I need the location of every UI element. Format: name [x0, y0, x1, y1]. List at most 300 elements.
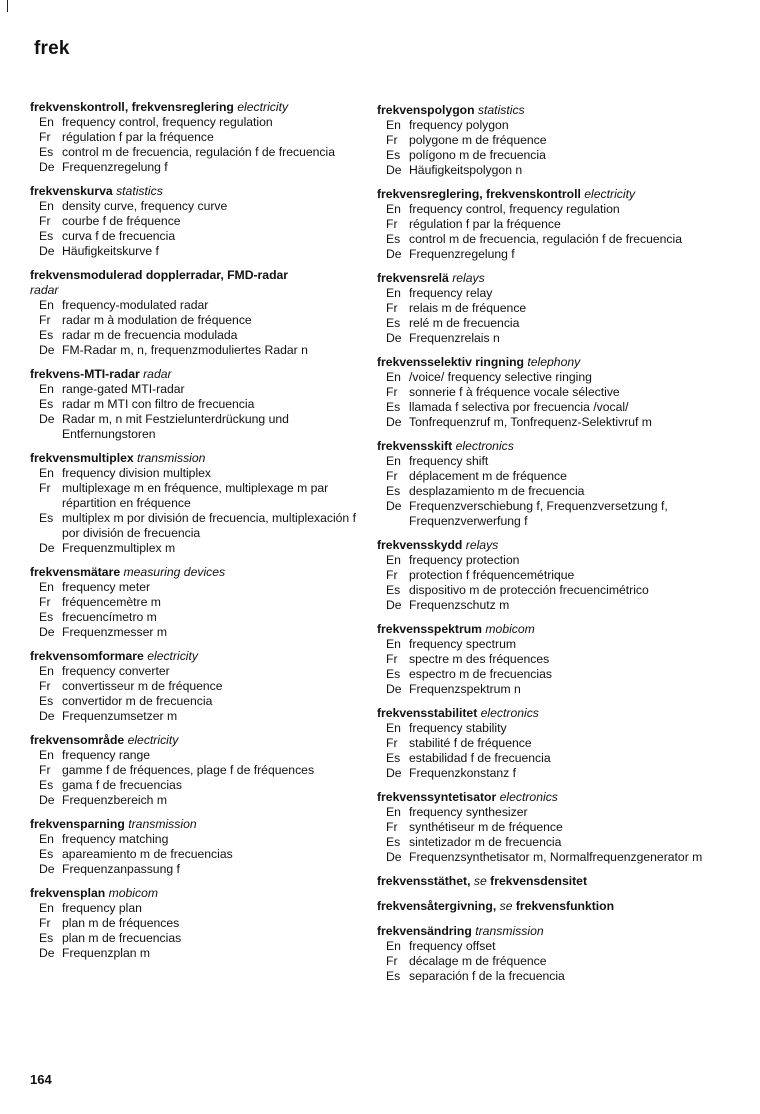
language-code: Fr [386, 820, 398, 834]
language-code: Es [386, 400, 401, 414]
language-code: En [39, 832, 54, 846]
translation-line [377, 553, 722, 568]
translation-text: frequency synthesizer [409, 805, 528, 819]
translation-line [377, 598, 722, 613]
dictionary-entry [30, 565, 365, 640]
language-code: En [39, 115, 54, 129]
translation-text: relé m de frecuencia [409, 316, 520, 330]
headword: frekvensstäthet, [377, 874, 471, 888]
language-code: De [386, 499, 402, 513]
subject-field: mobicom [485, 622, 535, 636]
translation-line [30, 130, 365, 145]
language-code: De [386, 163, 402, 177]
language-code: Es [39, 511, 54, 525]
translation-text: range-gated MTI-radar [62, 382, 185, 396]
translation-text: estabilidad f de frecuencia [409, 751, 551, 765]
subject-field: transmission [137, 451, 206, 465]
language-code: De [39, 160, 55, 174]
translation-text: relais m de fréquence [409, 301, 527, 315]
translation-line [30, 901, 365, 916]
translation-text: Frequenzumsetzer m [62, 709, 178, 723]
headword-line [377, 874, 722, 889]
headword: frekvensomformare [30, 649, 144, 663]
translation-line [30, 229, 365, 244]
translation-text: frequency control, frequency regulation [62, 115, 273, 129]
dictionary-entry [377, 790, 722, 865]
translation-line [377, 805, 722, 820]
headword: frekvenskontroll, frekvensreglering [30, 100, 234, 114]
language-code: Es [39, 694, 54, 708]
headword: frekvens-MTI-radar [30, 367, 140, 381]
language-code: Es [39, 847, 54, 861]
headword: frekvensspektrum [377, 622, 482, 636]
language-code: Es [386, 232, 401, 246]
translation-line [377, 766, 722, 781]
translation-text: frequency spectrum [409, 637, 517, 651]
translation-line [377, 667, 722, 682]
headword: frekvenssyntetisator [377, 790, 497, 804]
translation-text: Frequenzanpassung f [62, 862, 180, 876]
language-code: Es [39, 397, 54, 411]
language-code: En [386, 454, 401, 468]
translation-text: multiplex m por división de frecuencia, multiplexación f por división de frecuencia [62, 511, 356, 540]
language-code: De [39, 541, 55, 555]
language-code: En [39, 382, 54, 396]
translation-line [30, 610, 365, 625]
language-code: En [386, 939, 401, 953]
translation-line [30, 847, 365, 862]
translation-line [30, 916, 365, 931]
language-code: Fr [39, 595, 51, 609]
subject-field: electronics [455, 439, 514, 453]
subject-field: telephony [527, 355, 581, 369]
language-code: Es [386, 484, 401, 498]
dictionary-entry [377, 706, 722, 781]
language-code: De [39, 343, 55, 357]
subject-field: electricity [147, 649, 198, 663]
language-code: Fr [39, 481, 51, 495]
translation-line [377, 163, 722, 178]
translation-text: Frequenzregelung f [62, 160, 168, 174]
language-code: En [386, 286, 401, 300]
translation-text: sonnerie f à fréquence vocale sélective [409, 385, 620, 399]
language-code: De [386, 598, 402, 612]
translation-line [30, 313, 365, 328]
translation-text: fréquencemètre m [62, 595, 161, 609]
translation-line [30, 946, 365, 961]
translation-text: protection f fréquencemétrique [409, 568, 575, 582]
headword-line [377, 355, 722, 370]
language-code: Es [386, 751, 401, 765]
language-code: En [386, 202, 401, 216]
translation-text: Frequenzregelung f [409, 247, 515, 261]
headword-line [30, 367, 365, 382]
headword-line [377, 622, 722, 637]
translation-line [377, 751, 722, 766]
translation-text: plan m de frecuencias [62, 931, 182, 945]
translation-text: density curve, frequency curve [62, 199, 228, 213]
translation-text: Frequenzmultiplex m [62, 541, 176, 555]
translation-line [30, 328, 365, 343]
dictionary-entry [377, 874, 722, 889]
translation-line [30, 862, 365, 877]
translation-text: frequency plan [62, 901, 142, 915]
translation-line [30, 160, 365, 175]
page-number: 164 [30, 1072, 52, 1087]
headword-line [30, 649, 365, 664]
translation-text: frequency relay [409, 286, 493, 300]
translation-text: Frequenzsynthetisator m, Normalfrequenzgenerator m [409, 850, 703, 864]
translation-line [377, 400, 722, 415]
translation-line [377, 736, 722, 751]
language-code: Fr [39, 214, 51, 228]
headword: frekvensområde [30, 733, 125, 747]
translation-line [30, 595, 365, 610]
headword: frekvensplan [30, 886, 106, 900]
translation-line [30, 931, 365, 946]
translation-line [30, 382, 365, 397]
translation-line [377, 415, 722, 430]
language-code: En [386, 805, 401, 819]
language-code: En [39, 199, 54, 213]
language-code: De [39, 625, 55, 639]
headword: frekvensreglering, frekvenskontroll [377, 187, 581, 201]
language-code: De [39, 946, 55, 960]
translation-text: gamme f de fréquences, plage f de fréquences [62, 763, 315, 777]
translation-line [30, 115, 365, 130]
translation-line [377, 232, 722, 247]
cross-reference-target: frekvensfunktion [515, 899, 615, 913]
translation-line [377, 316, 722, 331]
translation-text: frequency converter [62, 664, 170, 678]
language-code: En [39, 298, 54, 312]
translation-line [377, 286, 722, 301]
translation-line [377, 850, 722, 865]
headword-line [377, 899, 722, 914]
language-code: Fr [386, 736, 398, 750]
translation-text: dispositivo m de protección frecuencimétrico [409, 583, 649, 597]
headword-line [30, 451, 365, 466]
translation-text: Frequenzrelais n [409, 331, 500, 345]
headword: frekvensmultiplex [30, 451, 134, 465]
translation-line [30, 694, 365, 709]
headword-line [377, 439, 722, 454]
language-code: En [386, 721, 401, 735]
translation-line [30, 625, 365, 640]
language-code: Es [386, 969, 401, 983]
translation-line [30, 298, 365, 313]
headword: frekvensparning [30, 817, 125, 831]
translation-line [377, 133, 722, 148]
language-code: En [386, 370, 401, 384]
translation-text: control m de frecuencia, regulación f de frecuencia [409, 232, 683, 246]
dictionary-entry [377, 538, 722, 613]
translation-text: espectro m de frecuencias [409, 667, 552, 681]
translation-text: régulation f par la fréquence [409, 217, 561, 231]
cross-reference-target: frekvensdensitet [490, 874, 588, 888]
subject-field: relays [452, 271, 485, 285]
headword-line [377, 187, 722, 202]
language-code: Fr [39, 679, 51, 693]
language-code: Fr [386, 133, 398, 147]
translation-line [377, 637, 722, 652]
language-code: Fr [386, 217, 398, 231]
language-code: Es [39, 778, 54, 792]
dictionary-entry [377, 439, 722, 529]
translation-line [377, 954, 722, 969]
translation-text: radar m à modulation de fréquence [62, 313, 252, 327]
language-code: Fr [386, 652, 398, 666]
headword: frekvenskurva [30, 184, 113, 198]
headword: frekvensselektiv ringning [377, 355, 524, 369]
headword-line [30, 100, 365, 115]
language-code: Fr [386, 385, 398, 399]
language-code: De [386, 682, 402, 696]
translation-text: spectre m des fréquences [409, 652, 550, 666]
headword-line [30, 565, 365, 580]
translation-line [30, 244, 365, 259]
translation-text: déplacement m de fréquence [409, 469, 567, 483]
translation-text: Frequenzspektrum n [409, 682, 521, 696]
translation-line [30, 481, 365, 511]
language-code: Es [386, 148, 401, 162]
language-code: Es [39, 610, 54, 624]
dictionary-entry [377, 187, 722, 262]
language-code: En [386, 553, 401, 567]
headword-line [30, 268, 365, 283]
translation-text: Frequenzbereich m [62, 793, 167, 807]
headword-line [377, 790, 722, 805]
translation-line [30, 466, 365, 481]
headword: frekvensåtergivning, [377, 899, 497, 913]
translation-text: Frequenzschutz m [409, 598, 510, 612]
translation-text: frequency range [62, 748, 151, 762]
language-code: Fr [386, 301, 398, 315]
translation-text: FM-Radar m, n, frequenzmoduliertes Radar n [62, 343, 308, 357]
translation-text: frequency matching [62, 832, 169, 846]
translation-text: gama f de frecuencias [62, 778, 182, 792]
translation-line [377, 484, 722, 499]
language-code: En [39, 901, 54, 915]
subject-field: electricity [237, 100, 289, 114]
translation-text: multiplexage m en fréquence, multiplexage m par répartition en fréquence [62, 481, 329, 510]
translation-line [377, 202, 722, 217]
language-code: De [386, 331, 402, 345]
translation-line [377, 939, 722, 954]
language-code: En [386, 118, 401, 132]
language-code: De [386, 415, 402, 429]
dictionary-entry [30, 886, 365, 961]
translation-line [377, 301, 722, 316]
translation-text: Frequenzkonstanz f [409, 766, 517, 780]
translation-text: convertisseur m de fréquence [62, 679, 223, 693]
language-code: En [39, 664, 54, 678]
translation-text: control m de frecuencia, regulación f de frecuencia [62, 145, 336, 159]
subject-field: transmission [475, 924, 544, 938]
translation-text: frequency shift [409, 454, 489, 468]
dictionary-entry [30, 733, 365, 808]
translation-line [30, 541, 365, 556]
translation-text: frequency-modulated radar [62, 298, 209, 312]
subject-field: statistics [477, 103, 525, 117]
headword: frekvensskydd [377, 538, 463, 552]
translation-text: frequency control, frequency regulation [409, 202, 620, 216]
translation-text: apareamiento m de frecuencias [62, 847, 233, 861]
headword-line [30, 886, 365, 901]
language-code: De [39, 862, 55, 876]
translation-text: separación f de la frecuencia [409, 969, 565, 983]
translation-text: /voice/ frequency selective ringing [409, 370, 592, 384]
translation-line [377, 217, 722, 232]
language-code: En [39, 466, 54, 480]
translation-text: Frequenzverschiebung f, Frequenzversetzung f, Frequenzverwerfung f [409, 499, 668, 528]
subject-field: electricity [127, 733, 179, 747]
translation-text: synthétiseur m de fréquence [409, 820, 563, 834]
translation-text: convertidor m de frecuencia [62, 694, 213, 708]
translation-line [30, 580, 365, 595]
language-code: De [39, 412, 55, 426]
translation-text: frequency division multiplex [62, 466, 212, 480]
headword-line [377, 103, 722, 118]
translation-line [30, 709, 365, 724]
translation-text: régulation f par la fréquence [62, 130, 214, 144]
see-reference: se [499, 899, 513, 913]
language-code: Es [39, 931, 54, 945]
headword: frekvensmätare [30, 565, 121, 579]
language-code: Fr [39, 916, 51, 930]
language-code: De [39, 244, 55, 258]
dictionary-entry [30, 184, 365, 259]
language-code: De [39, 793, 55, 807]
language-code: En [39, 748, 54, 762]
translation-text: Frequenzmesser m [62, 625, 167, 639]
translation-line [377, 385, 722, 400]
right-column [377, 103, 722, 993]
translation-line [30, 145, 365, 160]
headword: frekvenspolygon [377, 103, 475, 117]
language-code: Fr [39, 763, 51, 777]
translation-text: Häufigkeitskurve f [62, 244, 159, 258]
translation-text: décalage m de fréquence [409, 954, 547, 968]
translation-text: frecuencímetro m [62, 610, 157, 624]
translation-text: radar m MTI con filtro de frecuencia [62, 397, 255, 411]
translation-line [30, 832, 365, 847]
language-code: En [39, 580, 54, 594]
translation-line [30, 214, 365, 229]
translation-line [377, 454, 722, 469]
translation-text: plan m de fréquences [62, 916, 180, 930]
translation-text: llamada f selectiva por frecuencia /vocal/ [409, 400, 629, 414]
subject-field: measuring devices [123, 565, 226, 579]
translation-line [377, 370, 722, 385]
translation-line [30, 343, 365, 358]
translation-line [30, 778, 365, 793]
subject-field: electricity [584, 187, 636, 201]
translation-line [30, 397, 365, 412]
headword: frekvensskift [377, 439, 453, 453]
language-code: Fr [39, 313, 51, 327]
headword: frekvensmodulerad dopplerradar, FMD-radar [30, 268, 289, 282]
language-code: Fr [39, 130, 51, 144]
dictionary-entry [377, 899, 722, 914]
headword-line [377, 538, 722, 553]
translation-line [377, 652, 722, 667]
headword-line [377, 706, 722, 721]
translation-line [30, 511, 365, 541]
left-column [30, 100, 365, 970]
translation-line [377, 118, 722, 133]
headword-line [377, 924, 722, 939]
subject-field: electronics [480, 706, 539, 720]
subject-field: electronics [499, 790, 558, 804]
running-head: frek [34, 38, 70, 59]
subject-field: radar [30, 283, 59, 297]
dictionary-entry [30, 367, 365, 442]
translation-line [377, 835, 722, 850]
dictionary-entry [30, 100, 365, 175]
translation-text: Radar m, n mit Festzielunterdrückung und Entfernungstoren [62, 412, 289, 441]
language-code: De [39, 709, 55, 723]
headword: frekvensändring [377, 924, 472, 938]
translation-line [377, 331, 722, 346]
dictionary-entry [377, 622, 722, 697]
dictionary-entry [30, 817, 365, 877]
translation-text: frequency meter [62, 580, 151, 594]
translation-text: frequency stability [409, 721, 507, 735]
translation-line [377, 499, 722, 529]
translation-line [30, 748, 365, 763]
translation-text: frequency offset [409, 939, 496, 953]
dictionary-entry [30, 268, 365, 358]
translation-text: polígono m de frecuencia [409, 148, 546, 162]
translation-line [377, 721, 722, 736]
dictionary-entry [30, 649, 365, 724]
language-code: En [386, 637, 401, 651]
language-code: Es [386, 835, 401, 849]
headword-line [30, 817, 365, 832]
subject-field: radar [143, 367, 172, 381]
translation-text: polygone m de fréquence [409, 133, 547, 147]
translation-line [377, 583, 722, 598]
headword-line [30, 733, 365, 748]
subject-field: statistics [116, 184, 163, 198]
translation-line [30, 679, 365, 694]
language-code: Fr [386, 469, 398, 483]
translation-line [377, 148, 722, 163]
language-code: Es [39, 328, 54, 342]
translation-line [30, 793, 365, 808]
language-code: Es [39, 145, 54, 159]
headword-line [30, 184, 365, 199]
dictionary-entry [30, 451, 365, 556]
language-code: Es [386, 583, 401, 597]
page-edge-line [7, 0, 8, 12]
headword-line [377, 271, 722, 286]
subject-field: mobicom [108, 886, 159, 900]
translation-line [30, 412, 365, 442]
language-code: De [386, 850, 402, 864]
translation-text: radar m de frecuencia modulada [62, 328, 238, 342]
headword: frekvensstabilitet [377, 706, 478, 720]
translation-line [377, 682, 722, 697]
language-code: Es [39, 229, 54, 243]
translation-line [377, 247, 722, 262]
language-code: De [386, 247, 402, 261]
translation-text: sintetizador m de frecuencia [409, 835, 562, 849]
translation-line [30, 664, 365, 679]
headword: frekvensrelä [377, 271, 449, 285]
language-code: Es [386, 316, 401, 330]
